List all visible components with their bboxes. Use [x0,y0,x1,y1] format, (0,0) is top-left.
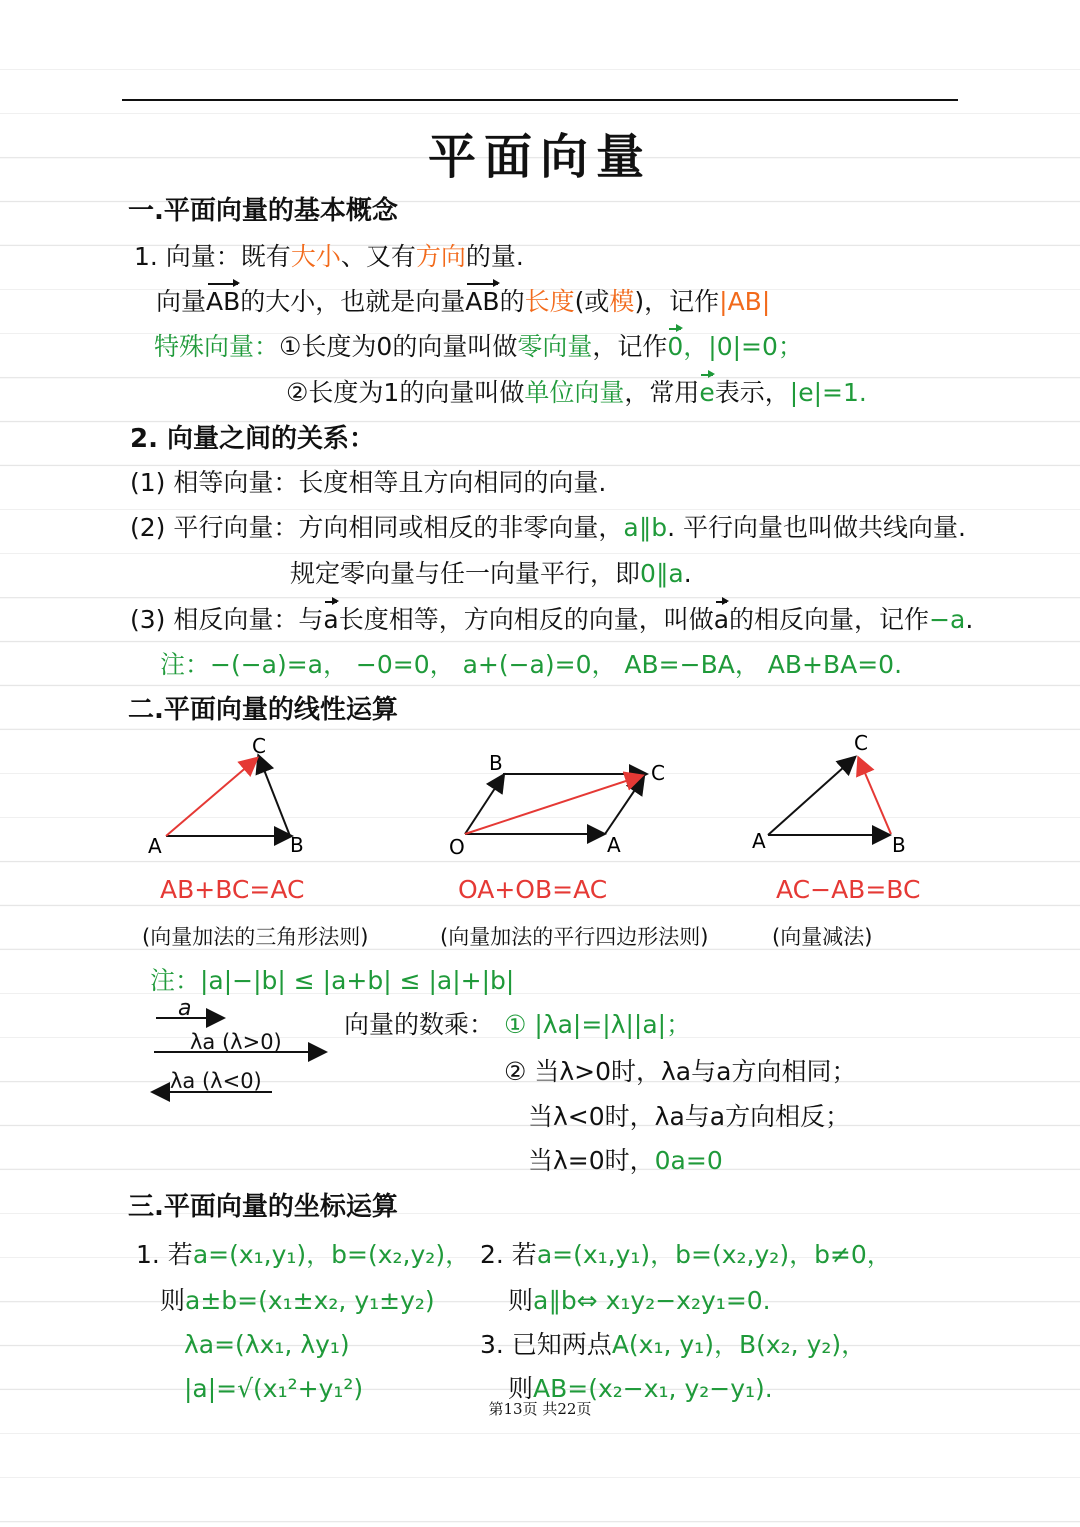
note-opposite-rules: 注：−(−a)=a， −0=0， a+(−a)=0， AB=−BA， AB+BA=0. [160,650,903,679]
section-heading-basic-concepts: 一.平面向量的基本概念 [128,196,398,226]
definition-length [156,285,770,319]
segment-bc [259,757,290,836]
text: 则 [508,1374,534,1403]
text: ，|0|=0； [683,332,803,361]
text: 当λ=0时， [528,1146,655,1175]
coord-rule-3-given [480,1328,866,1362]
point-b-label: B [489,751,503,775]
section-heading-linear-operations: 二.平面向量的线性运算 [128,695,398,725]
arrow-lambda-pos-label: λa (λ>0) [190,1030,282,1054]
point-a-label: A [148,834,162,858]
text: 2. 若 [480,1240,537,1269]
text: 的量. [465,242,524,271]
text: 表示， [714,378,790,407]
text: 长度相等，方向相反的向量，叫做 [338,605,714,634]
text: . 平行向量也叫做共线向量. [667,513,966,542]
keyword-modulus: 模 [609,287,635,316]
relation-zero-parallel [290,557,692,591]
scalar-rule-positive: ② 当λ>0时，λa与a方向相同； [504,1057,857,1086]
vector-zero: 0 [667,330,683,364]
text: 则 [508,1286,534,1315]
segment-bc [859,759,891,834]
coord-rule-1-given [136,1238,470,1272]
point-a-label: A [752,829,766,853]
caption-subtraction: (向量减法) [772,925,873,949]
text: . [965,605,974,634]
text: ，常用 [624,378,700,407]
notation-neg-a: −a [929,605,966,634]
segment-ac [166,759,256,836]
text: 1. 若 [136,1240,193,1269]
text: 的相反向量，记作 [729,605,930,634]
text: ①长度为0的向量叫做 [279,332,518,361]
segment-ac [768,758,854,835]
point-b-label: B [290,833,304,857]
subtraction-diagram [748,732,918,862]
note-triangle-inequality: 注：|a|−|b| ≤ |a+b| ≤ |a|+|b| [150,966,515,995]
formula: a=(x₁,y₁)，b=(x₂,y₂)， [192,1240,471,1269]
text: (3) 相反向量：与 [130,605,324,634]
page-title: 平面向量 [427,129,652,185]
text: (2) 平行向量：方向相同或相反的非零向量， [130,513,624,542]
section-heading-relations: 2. 向量之间的关系： [130,424,376,454]
scalar-multiplication-title: 向量的数乘： [344,1010,495,1039]
text: )，记作 [634,287,720,316]
keyword-magnitude: 大小 [290,242,341,271]
scalar-rule-zero [528,1144,723,1178]
text: . [683,559,692,588]
definition-vector [134,240,524,274]
coord-rule-2-parallel [508,1284,771,1318]
parallelogram-rule-diagram [445,752,675,862]
notation-zero-parallel-a: 0∥a [640,559,684,588]
coord-rule-1-sum [160,1284,435,1318]
caption-triangle-rule: (向量加法的三角形法则) [142,925,369,949]
keyword-direction: 方向 [415,242,466,271]
text: (或 [574,287,610,316]
point-c-label: C [854,731,868,755]
keyword-length: 长度 [524,287,575,316]
relation-parallel [130,511,966,545]
top-rule [122,99,958,101]
text: |e|=1. [789,378,867,407]
point-c-label: C [252,734,266,758]
arrow-a-label: a [178,996,192,1021]
text: 则 [160,1286,186,1315]
text: 、又有 [340,242,416,271]
text: ②长度为1的向量叫做 [286,378,525,407]
section-heading-coordinate-operations: 三.平面向量的坐标运算 [128,1192,398,1222]
page-number: 第13页 共22页 [488,1400,592,1418]
formula: a=(x₁,y₁)，b=(x₂,y₂)，b≠0， [536,1240,892,1269]
notation-a-parallel-b: a∥b [623,513,668,542]
formula-vector-ab: AB=(x₂−x₁, y₂−y₁). [533,1374,773,1403]
segment-ob [465,776,503,834]
vector-ab: AB [206,285,240,319]
text: 的 [499,287,525,316]
notation-abs-ab: |AB| [719,287,771,316]
coord-rule-2-given [480,1238,892,1272]
vector-ab: AB [465,285,499,319]
scalar-rule-magnitude: ① |λa|=|λ||a|； [504,1010,692,1039]
point-a-label: A [607,833,621,857]
keyword-unit-vector: 单位向量 [524,378,625,407]
point-c-label: C [651,761,665,785]
caption-parallelogram-rule: (向量加法的平行四边形法则) [440,925,709,949]
special-vectors-unit [286,376,867,410]
vector-e: e [699,376,714,410]
segment-oc [465,776,641,834]
arrow-lambda-neg-label: λa (λ<0) [170,1069,262,1093]
text: 的大小，也就是向量 [240,287,466,316]
formula-parallelogram-rule: OA+OB=AC [458,875,608,904]
relation-opposite [130,603,973,637]
formula-parallel-condition: a∥b⇔ x₁y₂−x₂y₁=0. [533,1286,771,1315]
text: 3. 已知两点 [480,1330,612,1359]
vector-a: a [714,603,729,637]
text: 规定零向量与任一向量平行，即 [290,559,641,588]
scalar-rule-negative: 当λ<0时，λa与a方向相反； [528,1102,851,1131]
formula-subtraction: AC−AB=BC [776,875,921,904]
formula-points: A(x₁, y₁)，B(x₂, y₂)， [611,1330,867,1359]
formula-magnitude: |a|=√(x₁²+y₁²) [184,1374,364,1403]
special-vectors-zero [154,330,803,364]
formula-triangle-rule: AB+BC=AC [160,875,305,904]
keyword-zero-vector: 零向量 [517,332,593,361]
label-special-vectors: 特殊向量： [154,332,280,361]
point-b-label: B [892,833,906,857]
relation-equal: (1) 相等向量：长度相等且方向相同的向量. [130,468,607,497]
triangle-rule-diagram [140,735,340,860]
text: 向量 [156,287,207,316]
vector-a: a [323,603,338,637]
notation-zero-times-a: 0a=0 [654,1146,723,1175]
formula-scalar-product: λa=(λx₁, λy₁) [184,1330,350,1359]
text: 1. 向量：既有 [134,242,291,271]
formula-sum-difference: a±b=(x₁±x₂, y₁±y₂) [185,1286,435,1315]
point-o-label: O [449,835,465,859]
text: ，记作 [592,332,668,361]
